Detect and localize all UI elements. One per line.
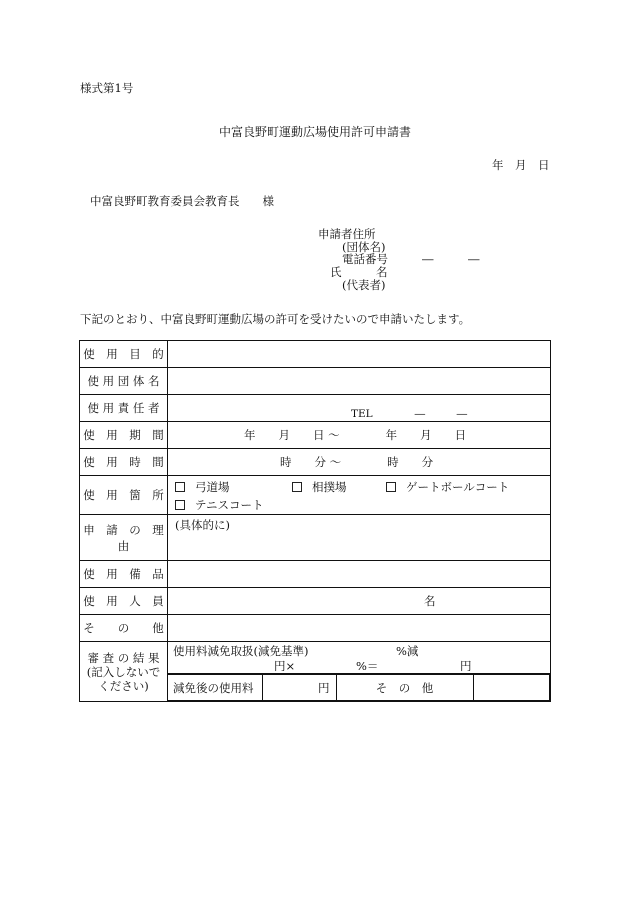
checkbox-icon[interactable] (386, 482, 396, 492)
equipment-field[interactable] (168, 561, 551, 588)
manager-field[interactable] (168, 395, 551, 422)
row-time (80, 449, 551, 476)
after-discount-label: 減免後の使用料 (168, 675, 262, 701)
other-field[interactable] (168, 615, 551, 642)
applicant-address-label: 申請者住所 (318, 227, 376, 241)
manager-label: 使 用 責 任 者 (80, 395, 168, 422)
form-number: 様式第1号 (80, 81, 134, 95)
time-value: 時 分 ～ 時 分 (280, 455, 434, 469)
equipment-label: 使 用 備 品 (80, 561, 168, 588)
group-label: 使 用 団 体 名 (80, 368, 168, 395)
purpose-label: 使 用 目 的 (80, 341, 168, 368)
row-equipment (80, 561, 551, 588)
people-unit: 名 (424, 594, 436, 608)
place-field (168, 476, 551, 515)
applicant-representative-label: (代表者) (342, 278, 386, 292)
other2-field[interactable] (473, 675, 550, 701)
period-label: 使 用 期 間 (80, 422, 168, 449)
row-period (80, 422, 551, 449)
reason-hint: (具体的に) (175, 518, 230, 532)
option-label: テニスコート (195, 498, 264, 512)
checkbox-icon[interactable] (292, 482, 302, 492)
option-label: 弓道場 (195, 480, 230, 494)
option-label: ゲートボールコート (406, 480, 510, 494)
time-label: 使 用 時 間 (80, 449, 168, 476)
reason-field[interactable] (168, 515, 551, 561)
option-sumojo[interactable] (292, 479, 347, 495)
option-gateball[interactable] (386, 479, 509, 495)
row-group (80, 368, 551, 395)
option-tennis[interactable] (175, 497, 264, 513)
tel-field: TEL ― ― (351, 407, 468, 420)
purpose-field[interactable] (168, 341, 551, 368)
percent-off-label: %減 (396, 644, 419, 658)
row-place (80, 476, 551, 515)
row-manager (80, 395, 551, 422)
checkbox-icon[interactable] (175, 482, 185, 492)
row-purpose (80, 341, 551, 368)
review-label-line: 審 査 の 結 果 (87, 650, 160, 665)
row-review (80, 642, 551, 702)
applicant-name-label: 氏 名 (330, 265, 388, 279)
period-value: 年 月 日 ～ 年 月 日 (244, 428, 467, 442)
row-people (80, 588, 551, 615)
after-discount-table (168, 674, 550, 701)
other2-label: そ の 他 (336, 675, 473, 701)
place-label: 使 用 箇 所 (80, 476, 168, 515)
reason-label: 申 請 の 理 由 (80, 515, 168, 561)
checkbox-icon[interactable] (175, 500, 185, 510)
group-field[interactable] (168, 368, 551, 395)
review-label-line: ください) (98, 678, 149, 693)
review-label (80, 642, 168, 702)
people-field[interactable] (168, 588, 551, 615)
document-title: 中富良野町運動広場使用許可申請書 (218, 125, 411, 139)
option-label: 相撲場 (312, 480, 347, 494)
fee-discount-label: 使用料減免取扱(減免基準) (173, 644, 309, 658)
applicant-group-label: (団体名) (342, 240, 386, 254)
applicant-phone-separator: ― ― (422, 252, 480, 266)
calc-yen-times: 円× (274, 659, 296, 673)
people-label: 使 用 人 員 (80, 588, 168, 615)
intro-text: 下記のとおり、中富良野町運動広場の許可を受けたいので申請いたします。 (80, 312, 471, 326)
row-other (80, 615, 551, 642)
addressee: 中富良野町教育委員会教育長 様 (90, 194, 274, 208)
calc-percent-equals: %＝ (356, 659, 379, 673)
review-label-line: (記入しないで (86, 664, 161, 679)
option-kyudojo[interactable] (175, 479, 230, 495)
calc-yen: 円 (460, 659, 472, 673)
other-label: そ の 他 (80, 615, 168, 642)
time-field[interactable] (168, 449, 551, 476)
review-field (168, 642, 551, 702)
row-reason (80, 515, 551, 561)
applicant-phone-label: 電話番号 (342, 252, 388, 266)
period-field[interactable] (168, 422, 551, 449)
after-discount-yen[interactable]: 円 (262, 675, 336, 701)
date-line: 年 月 日 (492, 158, 550, 172)
application-form-table (79, 340, 551, 702)
